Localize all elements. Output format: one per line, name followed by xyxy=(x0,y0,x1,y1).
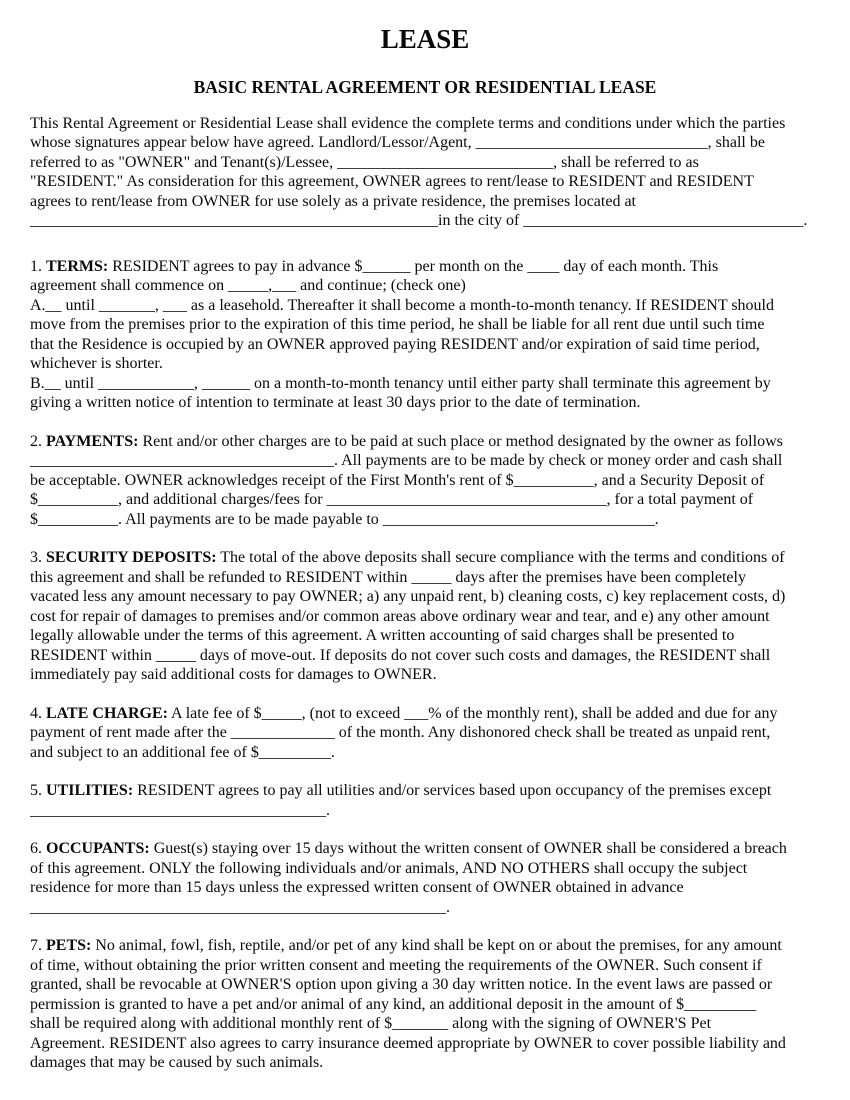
document-line: payment of rent made after the _____________ of the month. Any dishonored check shall be treated as unpaid rent, xyxy=(30,724,771,741)
document-line: whichever is shorter. xyxy=(30,355,163,372)
document-line: agreement shall commence on _____,___ and continue; (check one) xyxy=(30,277,466,294)
document-line: vacated less any amount necessary to pay OWNER; a) any unpaid rent, b) cleaning costs, c) key replacement costs, d) xyxy=(30,588,786,605)
section-utilities xyxy=(30,781,820,820)
section-text: RESIDENT agrees to pay in advance $______ per month on the ____ day of each month. This xyxy=(108,257,719,275)
section-heading: LATE CHARGE: xyxy=(46,704,168,722)
document-line xyxy=(30,936,820,956)
section-payments xyxy=(30,432,820,530)
section-text: RESIDENT agrees to pay all utilities and/or services based upon occupancy of the premises except xyxy=(133,782,772,799)
section-heading: PETS: xyxy=(46,937,92,954)
document-title: LEASE xyxy=(380,24,470,54)
section-text: No animal, fowl, fish, reptile, and/or pet of any kind shall be kept on or about the premises, for any amount xyxy=(91,937,782,954)
section-heading: SECURITY DEPOSITS: xyxy=(46,549,217,566)
document-line: of this agreement. ONLY the following individuals and/or animals, AND NO OTHERS shall occupy the subject xyxy=(30,859,748,877)
section-text: The total of the above deposits shall secure compliance with the terms and conditions of xyxy=(216,549,785,566)
document-line: immediately pay said additional costs for damages to OWNER. xyxy=(30,666,437,683)
document-line: permission is granted to have a pet and/or animal of any kind, an additional deposit in the amount of $_________ xyxy=(30,995,757,1013)
document-line: giving a written notice of intention to terminate at least 30 days prior to the date of termination. xyxy=(30,394,641,411)
section-security-deposits xyxy=(30,548,820,685)
document-line: This Rental Agreement or Residential Lease shall evidence the complete terms and conditions under which the parties xyxy=(30,114,786,132)
document-line xyxy=(30,432,820,452)
document-line: shall be required along with additional monthly rent of $_______ along with the signing of OWNER'S Pet xyxy=(30,1015,712,1032)
document-line: Agreement. RESIDENT also agrees to carry insurance deemed appropriate by OWNER to cover possible liability and xyxy=(30,1034,786,1052)
section-heading: OCCUPANTS: xyxy=(46,840,150,857)
section-heading: UTILITIES: xyxy=(46,782,134,799)
document-line: "RESIDENT." As consideration for this agreement, OWNER agrees to rent/lease to RESIDENT and RESIDENT xyxy=(30,173,754,190)
document-line: B.__ until ____________, ______ on a month-to-month tenancy until either party shall terminate this agreement by xyxy=(30,374,771,392)
document-line: $__________, and additional charges/fees for ___________________________________, for a total payment of xyxy=(30,491,754,508)
section-number: 7. xyxy=(30,937,46,954)
document-line: ______________________________________. All payments are to be made by check or money order and cash shall xyxy=(30,452,783,469)
document-line: be acceptable. OWNER acknowledges receipt of the First Month's rent of $__________, and a Security Deposit of xyxy=(30,471,765,489)
section-late-charge xyxy=(30,704,820,763)
section-text: Guest(s) staying over 15 days without the written consent of OWNER shall be considered a breach xyxy=(149,840,787,857)
document-line: damages that may be caused by such animals. xyxy=(30,1054,324,1071)
section-terms xyxy=(30,257,820,413)
document-line: referred to as "OWNER" and Tenant(s)/Lessee, ___________________________, shall be referred to as xyxy=(30,153,699,171)
document-line xyxy=(30,781,820,801)
document-line xyxy=(30,548,820,568)
document-line: granted, shall be revocable at OWNER'S option upon giving a 30 day written notice. In the event laws are passed or xyxy=(30,976,773,993)
document-line: legally allowable under the terms of this agreement. A written accounting of said charges shall be presented to xyxy=(30,627,735,644)
section-pets xyxy=(30,936,820,1073)
section-number: 2. xyxy=(30,432,46,450)
document-line: _____________________________________. xyxy=(30,801,330,819)
document-line: whose signatures appear below have agreed. Landlord/Lessor/Agent, _____________________________, shall be xyxy=(30,134,765,151)
document-line: $__________. All payments are to be made payable to __________________________________. xyxy=(30,510,659,528)
document-body xyxy=(30,114,820,1073)
document-line: RESIDENT within _____ days of move-out. If deposits do not cover such costs and damages, the RESIDENT shall xyxy=(30,646,771,664)
document-line: of time, without obtaining the prior written consent and meeting the requirements of the OWNER. Such consent if xyxy=(30,956,762,974)
section-number: 1. xyxy=(30,257,46,275)
document-subtitle: BASIC RENTAL AGREEMENT OR RESIDENTIAL LEASE xyxy=(193,77,657,97)
document-line: this agreement and shall be refunded to RESIDENT within _____ days after the premises have been completely xyxy=(30,568,746,586)
section-number: 6. xyxy=(30,840,46,857)
document-line: and subject to an additional fee of $_________. xyxy=(30,743,335,761)
document-line: ___________________________________________________in the city of ___________________________________. xyxy=(30,212,808,229)
document-line xyxy=(30,257,820,277)
section-heading: TERMS: xyxy=(46,257,109,275)
document-line: cost for repair of damages to premises and/or common areas above ordinary wear and tear, and e) any other amount xyxy=(30,607,770,625)
document-line: agrees to rent/lease from OWNER for use solely as a private residence, the premises located at xyxy=(30,192,636,210)
document-line: residence for more than 15 days unless the expressed written consent of OWNER obtained in advance xyxy=(30,879,684,896)
document-line: A.__ until _______, ___ as a leasehold. Thereafter it shall become a month-to-month tenancy. If RESIDENT should xyxy=(30,296,774,314)
section-text: Rent and/or other charges are to be paid at such place or method designated by the owner as follows xyxy=(138,432,783,450)
section-introduction xyxy=(30,114,820,231)
document-line xyxy=(30,839,820,859)
section-number: 5. xyxy=(30,782,46,799)
section-heading: PAYMENTS: xyxy=(46,432,139,450)
document-line: that the Residence is occupied by an OWNER approved paying RESIDENT and/or expiration of said time period, xyxy=(30,335,760,353)
document-line xyxy=(30,704,820,724)
document-line: move from the premises prior to the expiration of this time period, he shall be liable for all rent due until such time xyxy=(30,316,765,333)
section-text: A late fee of $_____, (not to exceed ___% of the monthly rent), shall be added and due for any xyxy=(167,704,778,722)
section-number: 4. xyxy=(30,704,46,722)
section-number: 3. xyxy=(30,549,46,566)
document-line: ____________________________________________________. xyxy=(30,898,450,916)
section-occupants xyxy=(30,839,820,917)
